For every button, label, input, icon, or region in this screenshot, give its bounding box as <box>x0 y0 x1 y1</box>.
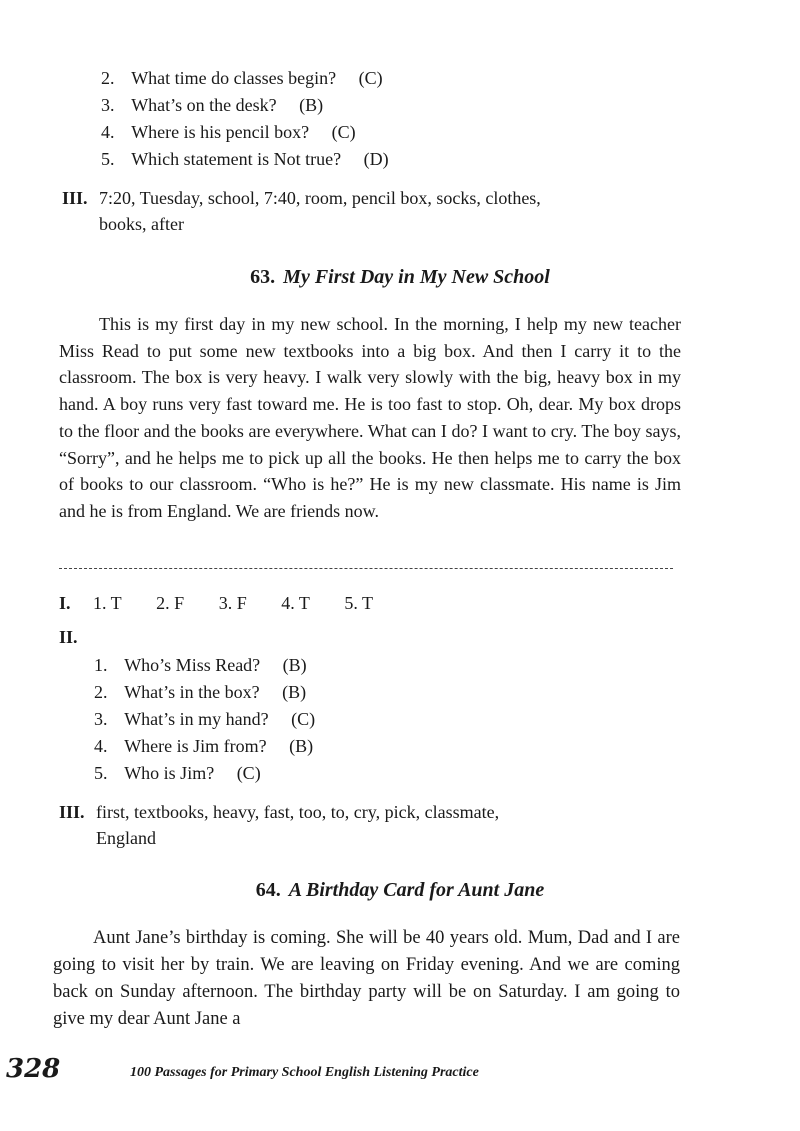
question-answer: (B) <box>282 682 307 702</box>
answer-line: England <box>96 828 156 848</box>
section-label: III. <box>59 802 85 822</box>
question-answer: (B) <box>282 655 307 675</box>
question-row <box>94 761 261 785</box>
section-label: III. <box>62 188 88 208</box>
passage-number: 64. <box>255 879 281 901</box>
question-number: 2. <box>101 68 115 88</box>
answer-line: first, textbooks, heavy, fast, too, to, cry, pick, classmate, <box>96 802 500 822</box>
question-text: Where is his pencil box? <box>131 122 310 142</box>
passage-title: My First Day in My New School <box>283 266 550 288</box>
question-number: 4. <box>101 122 115 142</box>
answer-item: 5. T <box>344 593 374 613</box>
question-answer: (B) <box>289 736 314 756</box>
dashed-divider <box>59 568 673 569</box>
question-row <box>101 66 383 90</box>
question-row <box>94 707 315 731</box>
question-number: 5. <box>101 149 115 169</box>
question-number: 3. <box>94 709 108 729</box>
passage-body <box>59 311 681 525</box>
answer-line: books, after <box>99 214 184 234</box>
question-answer: (C) <box>291 709 316 729</box>
question-text: Who is Jim? <box>124 763 215 783</box>
question-text: What’s in my hand? <box>124 709 269 729</box>
passage-title: A Birthday Card for Aunt Jane <box>288 879 545 901</box>
section-label: II. <box>59 627 78 647</box>
answer-item: 4. T <box>281 593 310 613</box>
answer-item: 1. T <box>93 593 122 613</box>
question-text: Who’s Miss Read? <box>124 655 261 675</box>
question-number: 2. <box>94 682 108 702</box>
answer-item: 3. F <box>218 593 247 613</box>
question-row <box>101 120 356 144</box>
page-number: 328 <box>6 1054 61 1084</box>
section-label: I. <box>59 593 71 613</box>
question-number: 5. <box>94 763 108 783</box>
book-title: 100 Passages for Primary School English Listening Practice <box>130 1065 479 1080</box>
question-row <box>101 93 323 117</box>
question-text: Which statement is Not true? <box>131 149 342 169</box>
passage-body <box>53 925 680 1033</box>
answer-item: 2. F <box>156 593 185 613</box>
question-row <box>94 734 313 758</box>
question-answer: (B) <box>299 95 324 115</box>
question-row <box>101 147 389 171</box>
question-number: 3. <box>101 95 115 115</box>
passage-heading <box>0 263 800 291</box>
question-number: 1. <box>94 655 108 675</box>
question-answer: (C) <box>358 68 383 88</box>
question-answer: (D) <box>363 149 389 169</box>
question-answer: (C) <box>236 763 261 783</box>
passage-text: Aunt Jane’s birthday is coming. She will be 40 years old. Mum, Dad and I are going to visit her by train. We are leaving on Friday evening. And we are coming back on Sunday afternoon. The birthday party will be on Saturday. I am going to give my dear Aunt Jane a <box>53 928 680 1029</box>
answer-line: 7:20, Tuesday, school, 7:40, room, pencil box, socks, clothes, <box>99 188 541 208</box>
passage-heading <box>0 876 800 904</box>
question-text: What’s on the desk? <box>131 95 277 115</box>
question-text: Where is Jim from? <box>124 736 267 756</box>
question-row <box>94 653 307 677</box>
question-text: What time do classes begin? <box>131 68 337 88</box>
question-text: What’s in the box? <box>124 682 260 702</box>
question-answer: (C) <box>331 122 356 142</box>
answer-row <box>93 591 403 615</box>
question-row <box>94 680 306 704</box>
passage-text: This is my first day in my new school. In the morning, I help my new teacher Miss Read to put some new textbooks into a big box. And then I carry it to the classroom. The box is very heavy. I walk very slowly with the big, heavy box in my hand. A boy runs very fast toward me. He is too fast to stop. Oh, dear. My box drops to the floor and the books are everywhere. What can I do? I want to cry. The boy says, “Sorry”, and he helps me to pick up all the books. He then helps me to carry the box of books to our classroom. “Who is he?” He is my new classmate. His name is Jim and he is from England. We are friends now. <box>59 314 681 521</box>
passage-number: 63. <box>250 266 276 288</box>
question-number: 4. <box>94 736 108 756</box>
